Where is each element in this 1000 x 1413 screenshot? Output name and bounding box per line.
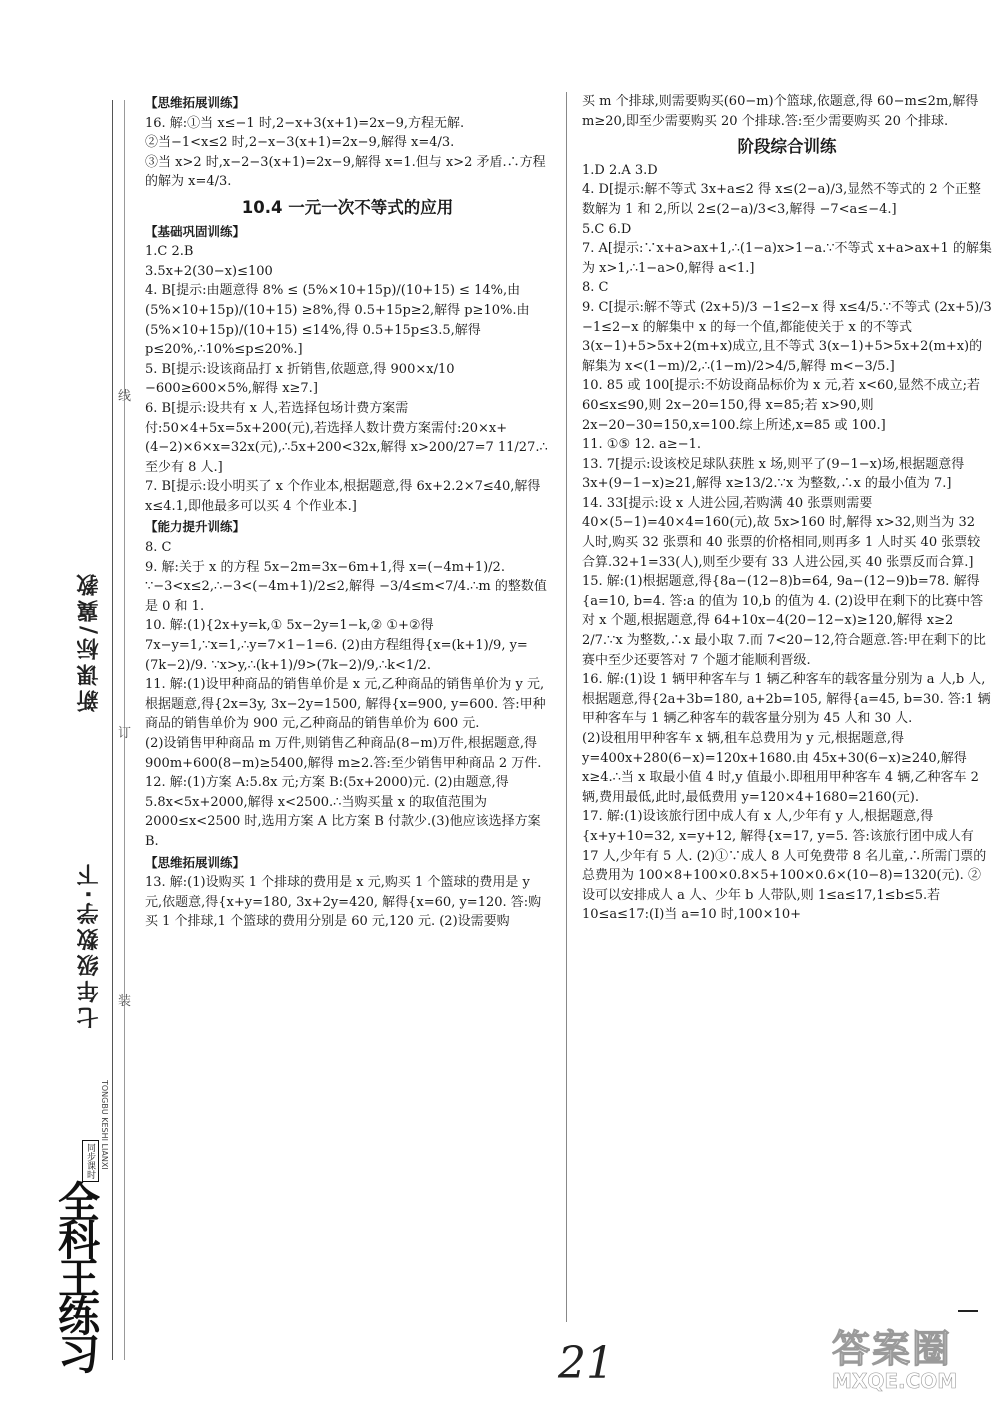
answer-paragraph: 6. B[提示:设共有 x 人,若选择包场计费方案需付:50×4+5x=5x+200(元),若选择人数计费方案需付:20×x+(4−2)×6×x=32x(元),∴5x+200<32x,解得 x>200/27=7 11/27.∴至少有 8 人.] bbox=[145, 400, 548, 475]
answer-paragraph: 10. 解:(1){2x+y=k,① 5x−2y=1−k,② ①+②得 7x−y=1,∵x=1,∴y=7×1−1=6. (2)由方程组得{x=(k+1)/9, y=(7k−2)/9. ∵x>y,∴(k+1)/9>(7k−2)/9,∴k<1/2. bbox=[145, 618, 528, 673]
answer-paragraph: 8. C bbox=[145, 540, 172, 556]
answer-paragraph: 12. 解:(1)方案 A:5.8x 元;方案 B:(5x+2000)元. (2)由题意,得 5.8x<5x+2000,解得 x<2500.∴当购买量 x 的取值范围为 2000≤x<2500 时,选用方案 A 比方案 B 付款少.(3)他应该选择方案 B. bbox=[145, 775, 541, 849]
answer-paragraph: 7. B[提示:设小明买了 x 个作业本,根据题意,得 6x+2.2×7≤40,解得 x≤4.1,即他最多可以买 4 个作业本.] bbox=[145, 479, 541, 514]
answer-paragraph: 9. C[提示:解不等式 (2x+5)/3 −1≤2−x 得 x≤4/5.∵不等式 (2x+5)/3 −1≤2−x 的解集中 x 的每一个值,都能使关于 x 的不等式 3(x−1)+5>5x+2(m+x)成立,且不等式 3(x−1)+5>5x+2(m+x)的解集为 x<(1−m)/2,∴(1−m)/2>4/5,解得 m<−3/5.] bbox=[582, 299, 992, 374]
answer-paragraph: 15. 解:(1)根据题意,得{8a−(12−8)b=64, 9a−(12−9)b=78. 解得{a=10, b=4. 答:a 的值为 10,b 的值为 4. (2)设甲在剩下的比赛中答对 x 个题,根据题意,得 64+10x−4(20−12−x)≥120,解得 x≥2 2/7.∵x 为整数,∴x 最小取 7.而 7<20−12,符合题意.答:甲在剩下的比赛中至少还要答对 7 个题才能顺利晋级. bbox=[582, 574, 986, 668]
answer-paragraph: 5.C 6.D bbox=[582, 221, 632, 237]
logo-sub: 练习 bbox=[52, 1294, 101, 1370]
logo-brand: 全科王 bbox=[52, 1180, 101, 1294]
right-column bbox=[582, 92, 992, 925]
watermark-main: 答案圈 bbox=[832, 1327, 953, 1371]
answer-paragraph: 13. 解:(1)设购买 1 个排球的费用是 x 元,购买 1 个篮球的费用是 y 元,依题意,得{x+y=180, 3x+2y=420, 解得{x=60, y=120. 答:购买 1 个排球,1 个篮球的费用分别是 60 元,120 元. (2)设需要购 bbox=[145, 875, 542, 930]
brand-logo bbox=[42, 1140, 102, 1380]
answer-paragraph: 3.5x+2(30−x)≤100 bbox=[145, 263, 273, 279]
answer-paragraph: 5. B[提示:设该商品打 x 折销售,依题意,得 900×x/10 −600≥600×5%,解得 x≥7.] bbox=[145, 361, 455, 397]
corner-mark bbox=[958, 1310, 978, 1312]
answer-paragraph: 8. C bbox=[582, 280, 609, 296]
answer-paragraph: (2)设租用甲种客车 x 辆,租车总费用为 y 元,根据题意,得 y=400x+280(6−x)=120x+1680.由 45x+30(6−x)≥240,解得 x≥4.∴当 x 取最小值 4 时,y 值最小.即租用甲种客车 4 辆,乙种客车 2 辆,费用最低,此时,最低费用 y=120×4+1680=2160(元). bbox=[582, 731, 979, 805]
answer-paragraph: 4. B[提示:由题意得 8% ≤ (5%×10+15p)/(10+15) ≤ 14%,由 (5%×10+15p)/(10+15) ≥8%,得 0.5+15p≥2,解得 p≥10%.由 (5%×10+15p)/(10+15) ≤14%,得 0.5+15p≤3.5,解得 p≤20%,∴10%≤p≤20%.] bbox=[145, 283, 530, 358]
answer-paragraph: 16. 解:①当 x≤−1 时,2−x+3(x+1)=2x−9,方程无解. bbox=[145, 115, 465, 131]
answer-paragraph: ③当 x>2 时,x−2−3(x+1)=2x−9,解得 x=1.但与 x>2 矛盾.∴方程的解为 x=4/3. bbox=[145, 154, 546, 190]
watermark bbox=[832, 1318, 992, 1408]
cut-mark-line: 线 bbox=[118, 389, 132, 404]
spine-border-line bbox=[112, 100, 113, 1360]
spine-publisher: 新课标/冀教 bbox=[77, 570, 102, 713]
spine-grade-title: 七年级数学·下 bbox=[77, 860, 102, 1029]
section-title: 10.4 一元一次不等式的应用 bbox=[241, 197, 454, 217]
watermark-url: MXQE.COM bbox=[832, 1369, 958, 1393]
answer-paragraph: 13. 7[提示:设该校足球队获胜 x 场,则平了(9−1−x)场,根据题意得 3x+(9−1−x)≥21,解得 x≥13/2.∵x 为整数,∴x 的最小值为 7.] bbox=[582, 456, 965, 492]
section-tag: 【思维拓展训练】 bbox=[145, 95, 246, 110]
answer-paragraph: 16. 解:(1)设 1 辆甲种客车与 1 辆乙种客车的载客量分别为 a 人,b 人,根据题意,得{2a+3b=180, a+2b=105, 解得{a=45, b=30. 答:1 辆甲种客车与 1 辆乙种客车的载客量分别为 45 人和 30 人. bbox=[582, 672, 991, 727]
answer-paragraph: 14. 33[提示:设 x 人进公园,若购满 40 张票则需要 40×(5−1)=40×4=160(元),故 5x>160 时,解得 x>32,则当为 32 人时,购买 32 张票和 40 张票的价格相同,则再多 1 人时买 40 张票较合算.32+1=33(人),则至少要有 33 人进公园,买 40 张票反而合算.] bbox=[582, 495, 981, 570]
page-number: 21 bbox=[558, 1338, 614, 1389]
answer-paragraph: 17. 解:(1)设该旅行团中成人有 x 人,少年有 y 人,根据题意,得{x+y+10=32, x=y+12, 解得{x=17, y=5. 答:该旅行团中成人有 17 人,少年有 5 人. (2)①∵成人 8 人可免费带 8 名儿童,∴所需门票的总费用为 100×8+100×0.8×5+100×0.6×(10−8)=1320(元). ②设可以安排成人 a 人、少年 b 人带队,则 1≤a≤17,1≤b≤5.若 10≤a≤17:(Ⅰ)当 a=10 时,100×10+ bbox=[582, 809, 987, 923]
answer-paragraph: 4. D[提示:解不等式 3x+a≤2 得 x≤(2−a)/3,显然不等式的 2 个正整数解为 1 和 2,所以 2≤(2−a)/3<3,解得 −7<a≤−4.] bbox=[582, 182, 981, 217]
logo-main-text bbox=[46, 1180, 106, 1370]
answer-paragraph: 11. ①⑤ 12. a≥−1. bbox=[582, 437, 701, 453]
section-tag: 【思维拓展训练】 bbox=[145, 854, 246, 870]
answer-paragraph: 9. 解:关于 x 的方程 5x−2m=3x−6m+1,得 x=(−4m+1)/2. ∵−3<x≤2,∴−3<(−4m+1)/2≤2,解得 −3/4≤m<7/4.∴m 的整数值是 0 和 1. bbox=[145, 559, 547, 614]
answer-paragraph: 7. A[提示:∵x+a>ax+1,∴(1−a)x>1−a.∵不等式 x+a>ax+1 的解集为 x>1,∴1−a>0,解得 a<1.] bbox=[582, 241, 992, 276]
answer-paragraph: 1.C 2.B bbox=[145, 244, 194, 260]
logo-badge: 同步课时 bbox=[82, 1140, 99, 1182]
section-tag: 【能力提升训练】 bbox=[145, 519, 246, 535]
answer-paragraph: 买 m 个排球,则需要购买(60−m)个篮球,依题意,得 60−m≤2m,解得 m≥20,即至少需要购买 20 个排球.答:至少需要购买 20 个排球. bbox=[582, 94, 979, 129]
left-column bbox=[145, 92, 550, 932]
spine-pinyin: TONGBU KESHI LIANXI bbox=[100, 1080, 109, 1170]
cut-mark-staple: 装 bbox=[118, 994, 132, 1009]
answer-paragraph: (2)设销售甲种商品 m 万件,则销售乙种商品(8−m)万件,根据题意,得 900m+600(8−m)≥5400,解得 m≥2.答:至少销售甲种商品 2 万件. bbox=[145, 736, 542, 771]
answer-paragraph: 1.D 2.A 3.D bbox=[582, 162, 658, 178]
book-spine bbox=[0, 0, 132, 1413]
column-divider bbox=[566, 92, 567, 1322]
section-tag: 【基础巩固训练】 bbox=[145, 223, 246, 239]
answer-paragraph: 10. 85 或 100[提示:不妨设商品标价为 x 元,若 x<60,显然不成立;若 60≤x≤90,则 2x−20=150,得 x=85;若 x>90,则 2x−20−30=150,x=100.综上所述,x=85 或 100.] bbox=[582, 378, 981, 433]
section-title: 阶段综合训练 bbox=[737, 137, 837, 157]
cut-mark-bind: 订 bbox=[118, 726, 132, 741]
answer-paragraph: 11. 解:(1)设甲种商品的销售单价是 x 元,乙种商品的销售单价为 y 元,根据题意,得{2x=3y, 3x−2y=1500, 解得{x=900, y=600. 答:甲种商品的销售单价为 900 元,乙种商品的销售单价为 600 元. bbox=[145, 677, 546, 732]
answer-paragraph: ②当−1<x≤2 时,2−x−3(x+1)=2x−9,解得 x=4/3. bbox=[145, 135, 455, 151]
